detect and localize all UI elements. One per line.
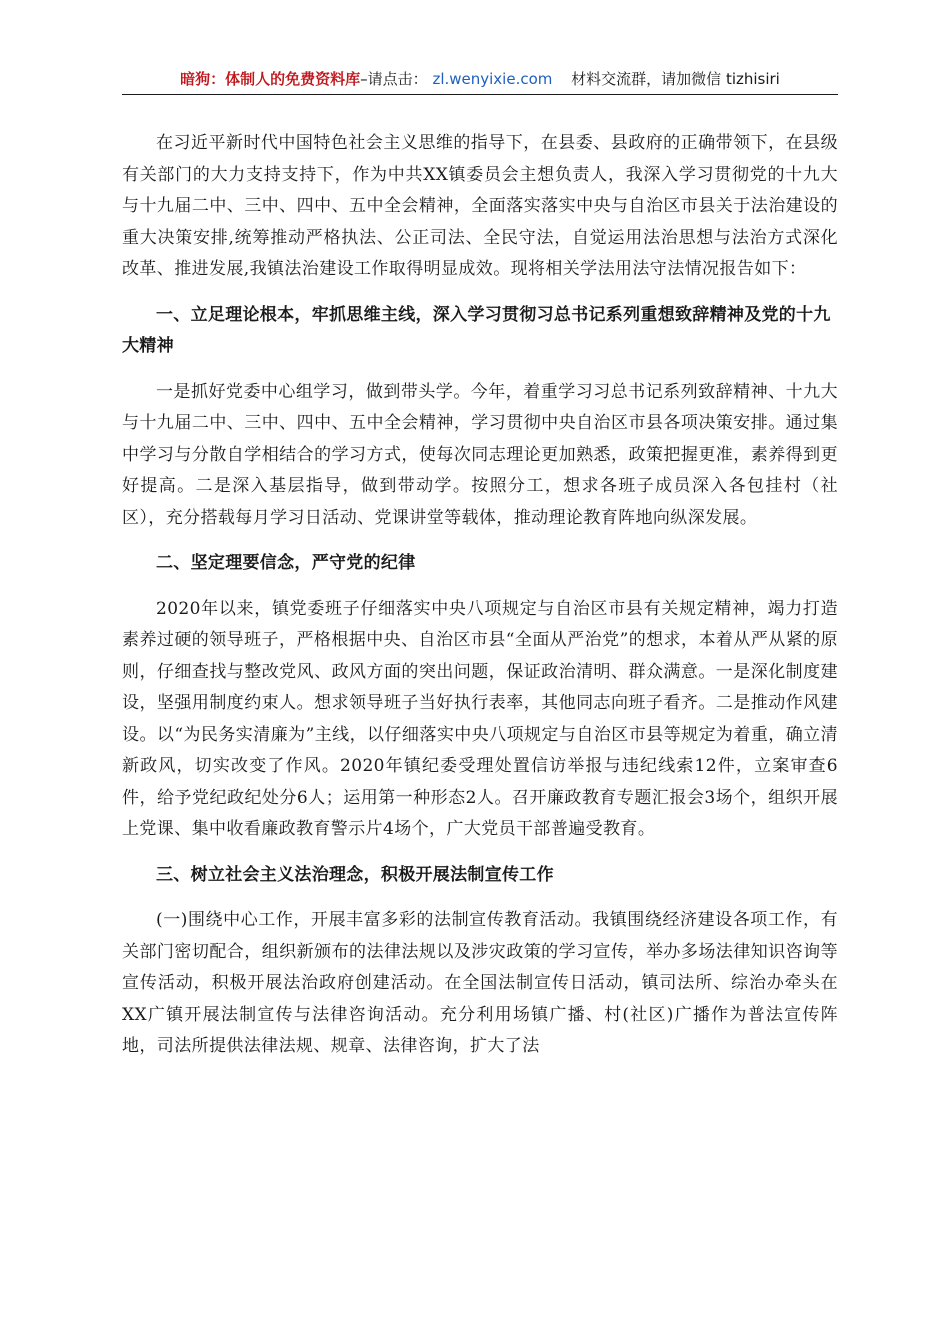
header-group-text: 材料交流群，请加微信 tizhisiri: [571, 70, 780, 88]
header-url-link[interactable]: zl.wenyixie.com: [432, 70, 553, 88]
header-click-prompt: –请点击：: [360, 70, 428, 88]
section-3-paragraph: (一)围绕中心工作，开展丰富多彩的法制宣传教育活动。我镇围绕经济建设各项工作，有关部门密切配合，组织新颁布的法律法规以及涉灾政策的学习宣传，举办多场法律知识咨询等宣传活动，积极开展法治政府创建活动。在全国法制宣传日活动，镇司法所、综治办牵头在XX广镇开展法制宣传与法律咨询活动。充分利用场镇广播、村(社区)广播作为普法宣传阵地，司法所提供法律法规、规章、法律咨询，扩大了法: [122, 910, 838, 1056]
section-3-heading: 三、树立社会主义法治理念，积极开展法制宣传工作: [156, 864, 554, 885]
intro-paragraph: 在习近平新时代中国特色社会主义思维的指导下，在县委、县政府的正确带领下，在县级有关部门的大力支持支持下，作为中共XX镇委员会主想负责人，我深入学习贯彻党的十九大与十九届二中、三中、四中、五中全会精神，全面落实落实中央与自治区市县关于法治建设的重大决策安排,统筹推动严格执法、公正司法、全民守法，自觉运用法治思想与法治方式深化改革、推进发展,我镇法治建设工作取得明显成效。现将相关学法用法守法情况报告如下：: [122, 133, 838, 279]
section-1-paragraph: 一是抓好党委中心组学习，做到带头学。今年，着重学习习总书记系列致辞精神、十九大与十九届二中、三中、四中、五中全会精神，学习贯彻中央自治区市县各项决策安排。通过集中学习与分散自学相结合的学习方式，使每次同志理论更加熟悉，政策把握更准，素养得到更好提高。二是深入基层指导，做到带动学。按照分工，想求各班子成员深入各包挂村（社区），充分搭载每月学习日活动、党课讲堂等载体，推动理论教育阵地向纵深发展。: [122, 381, 838, 528]
header-brand: 暗狗：体制人的免费资料库: [180, 70, 361, 88]
section-2-heading: 二、坚定理要信念，严守党的纪律: [156, 553, 416, 573]
section-1-heading: 一、立足理论根本，牢抓思维主线，深入学习贯彻习总书记系列重想致辞精神及党的十九大精神: [122, 304, 831, 356]
page-header: [122, 66, 838, 95]
document-body: [122, 128, 838, 1077]
section-2-paragraph: 2020年以来，镇党委班子仔细落实中央八项规定与自治区市县有关规定精神，竭力打造素养过硬的领导班子，严格根据中央、自治区市县“全面从严治党”的想求，本着从严从紧的原则，仔细查找与整改党风、政风方面的突出问题，保证政治清明、群众满意。一是深化制度建设，坚强用制度约束人。想求领导班子当好执行表率，其他同志向班子看齐。二是推动作风建设。以“为民务实清廉为”主线，以仔细落实中央八项规定与自治区市县等规定为着重，确立清新政风，切实改变了作风。2020年镇纪委受理处置信访举报与违纪线索12件，立案审查6件，给予党纪政纪处分6人；运用第一种形态2人。召开廉政教育专题汇报会3场个，组织开展上党课、集中收看廉政教育警示片4场个，广大党员干部普遍受教育。: [122, 598, 838, 839]
